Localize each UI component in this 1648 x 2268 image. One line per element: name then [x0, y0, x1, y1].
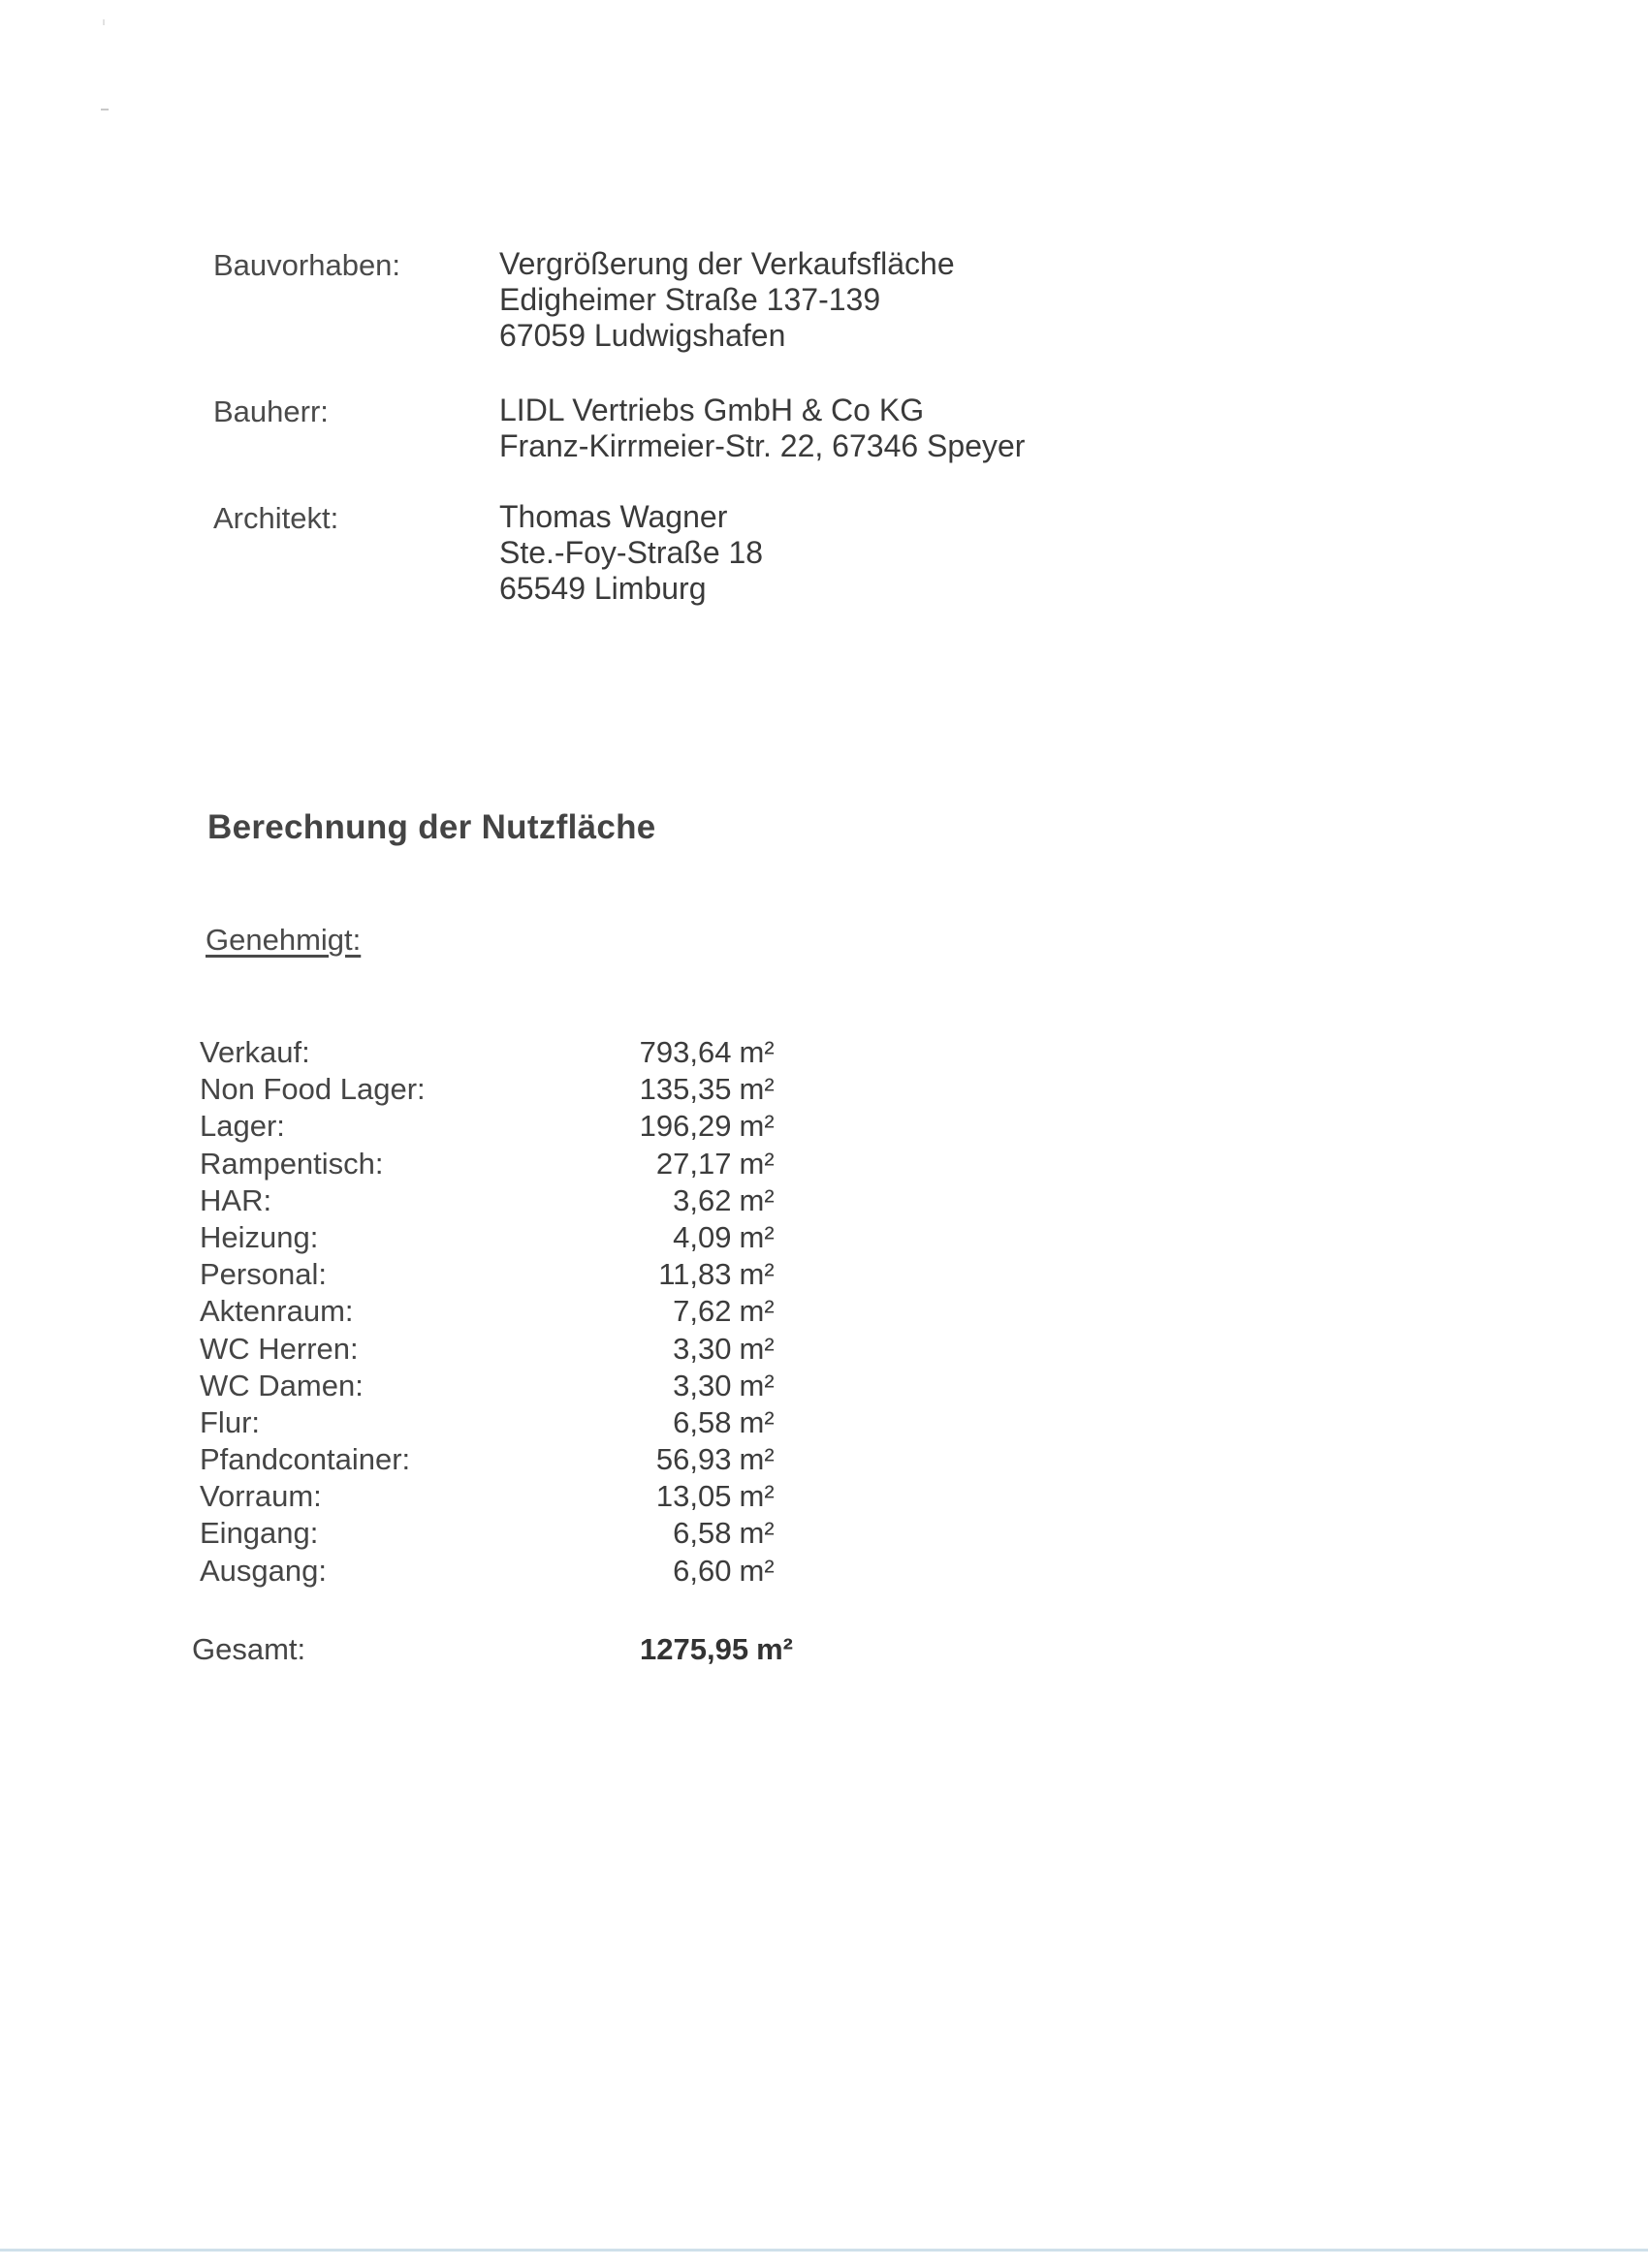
- area-unit: m²: [739, 1035, 775, 1069]
- approved-subheading: Genehmigt:: [206, 923, 362, 957]
- area-value: 13,05: [655, 1479, 732, 1514]
- bauherr-line: Franz-Kirrmeier-Str. 22, 67346 Speyer: [499, 428, 1026, 463]
- area-row: [200, 1109, 781, 1146]
- scan-edge-line: [0, 2249, 1648, 2252]
- area-unit: m²: [739, 1479, 775, 1514]
- area-value: 6,58: [673, 1516, 732, 1551]
- scan-speck: [103, 19, 105, 25]
- area-row: [200, 1072, 781, 1109]
- area-table: [200, 1035, 781, 1591]
- area-unit: m²: [739, 1404, 775, 1439]
- area-name: Flur:: [200, 1404, 260, 1439]
- bauvorhaben-line: Vergrößerung der Verkaufsfläche: [499, 246, 955, 281]
- area-value: 3,62: [673, 1182, 732, 1217]
- architekt-label: Architekt:: [213, 501, 339, 535]
- area-name: Aktenraum:: [200, 1294, 354, 1329]
- architekt-value: [499, 499, 763, 607]
- area-row: [200, 1369, 781, 1405]
- area-value: 4,09: [673, 1219, 732, 1254]
- area-name: Pfandcontainer:: [200, 1442, 411, 1477]
- total-label: Gesamt:: [192, 1632, 306, 1666]
- architekt-row: [213, 499, 1183, 607]
- bauherr-row: [213, 393, 1183, 464]
- area-value: 27,17: [655, 1146, 732, 1181]
- area-row: [200, 1332, 781, 1369]
- area-row: [200, 1035, 781, 1072]
- area-value: 6,60: [673, 1553, 732, 1588]
- area-unit: m²: [739, 1553, 775, 1588]
- project-info: [213, 246, 1183, 634]
- area-unit: m²: [739, 1109, 775, 1144]
- area-value: 11,83: [658, 1257, 732, 1292]
- area-name: WC Damen:: [200, 1368, 364, 1402]
- area-row: [200, 1516, 781, 1553]
- area-name: Lager:: [200, 1109, 285, 1144]
- area-value: 793,64: [639, 1035, 732, 1069]
- area-value: 56,93: [655, 1442, 732, 1477]
- area-row: [200, 1405, 781, 1442]
- bauvorhaben-line: 67059 Ludwigshafen: [499, 318, 786, 353]
- area-unit: m²: [739, 1257, 775, 1292]
- area-row: [200, 1479, 781, 1516]
- area-value: 135,35: [639, 1072, 732, 1107]
- area-unit: m²: [739, 1294, 775, 1329]
- area-row: [200, 1183, 781, 1220]
- area-row: [200, 1554, 781, 1591]
- area-unit: m²: [739, 1442, 775, 1477]
- bauherr-line: LIDL Vertriebs GmbH & Co KG: [499, 393, 925, 427]
- total-value: 1275,95: [640, 1632, 749, 1666]
- area-name: Rampentisch:: [200, 1146, 384, 1181]
- area-name: WC Herren:: [200, 1331, 359, 1366]
- area-name: Eingang:: [200, 1516, 319, 1551]
- architekt-line: Ste.-Foy-Straße 18: [499, 535, 764, 570]
- area-name: Personal:: [200, 1257, 327, 1292]
- total-unit: m²: [756, 1632, 793, 1666]
- area-name: Vorraum:: [200, 1479, 322, 1514]
- area-row: [200, 1442, 781, 1479]
- area-unit: m²: [739, 1146, 775, 1181]
- area-row: [200, 1220, 781, 1257]
- architekt-line: Thomas Wagner: [499, 499, 728, 534]
- area-value: 7,62: [673, 1294, 732, 1329]
- area-unit: m²: [739, 1219, 775, 1254]
- area-unit: m²: [739, 1368, 775, 1402]
- bauvorhaben-row: [213, 246, 1183, 354]
- area-value: 6,58: [673, 1404, 732, 1439]
- area-name: Non Food Lager:: [200, 1072, 426, 1107]
- total-row: [192, 1632, 793, 1667]
- area-row: [200, 1147, 781, 1183]
- bauvorhaben-label: Bauvorhaben:: [213, 248, 401, 282]
- area-value: 3,30: [673, 1331, 732, 1366]
- area-unit: m²: [739, 1072, 775, 1107]
- area-name: Heizung:: [200, 1219, 319, 1254]
- area-name: HAR:: [200, 1182, 272, 1217]
- area-unit: m²: [739, 1516, 775, 1551]
- bauvorhaben-line: Edigheimer Straße 137-139: [499, 282, 881, 317]
- area-name: Ausgang:: [200, 1553, 327, 1588]
- section-title: Berechnung der Nutzfläche: [207, 808, 656, 846]
- area-row: [200, 1294, 781, 1331]
- area-value: 3,30: [673, 1368, 732, 1402]
- bauherr-value: [499, 393, 1025, 464]
- scan-speck: [101, 109, 109, 110]
- bauherr-label: Bauherr:: [213, 394, 329, 428]
- area-name: Verkauf:: [200, 1035, 310, 1069]
- area-value: 196,29: [639, 1109, 732, 1144]
- area-unit: m²: [739, 1182, 775, 1217]
- bauvorhaben-value: [499, 246, 955, 354]
- area-unit: m²: [739, 1331, 775, 1366]
- area-row: [200, 1257, 781, 1294]
- architekt-line: 65549 Limburg: [499, 571, 707, 606]
